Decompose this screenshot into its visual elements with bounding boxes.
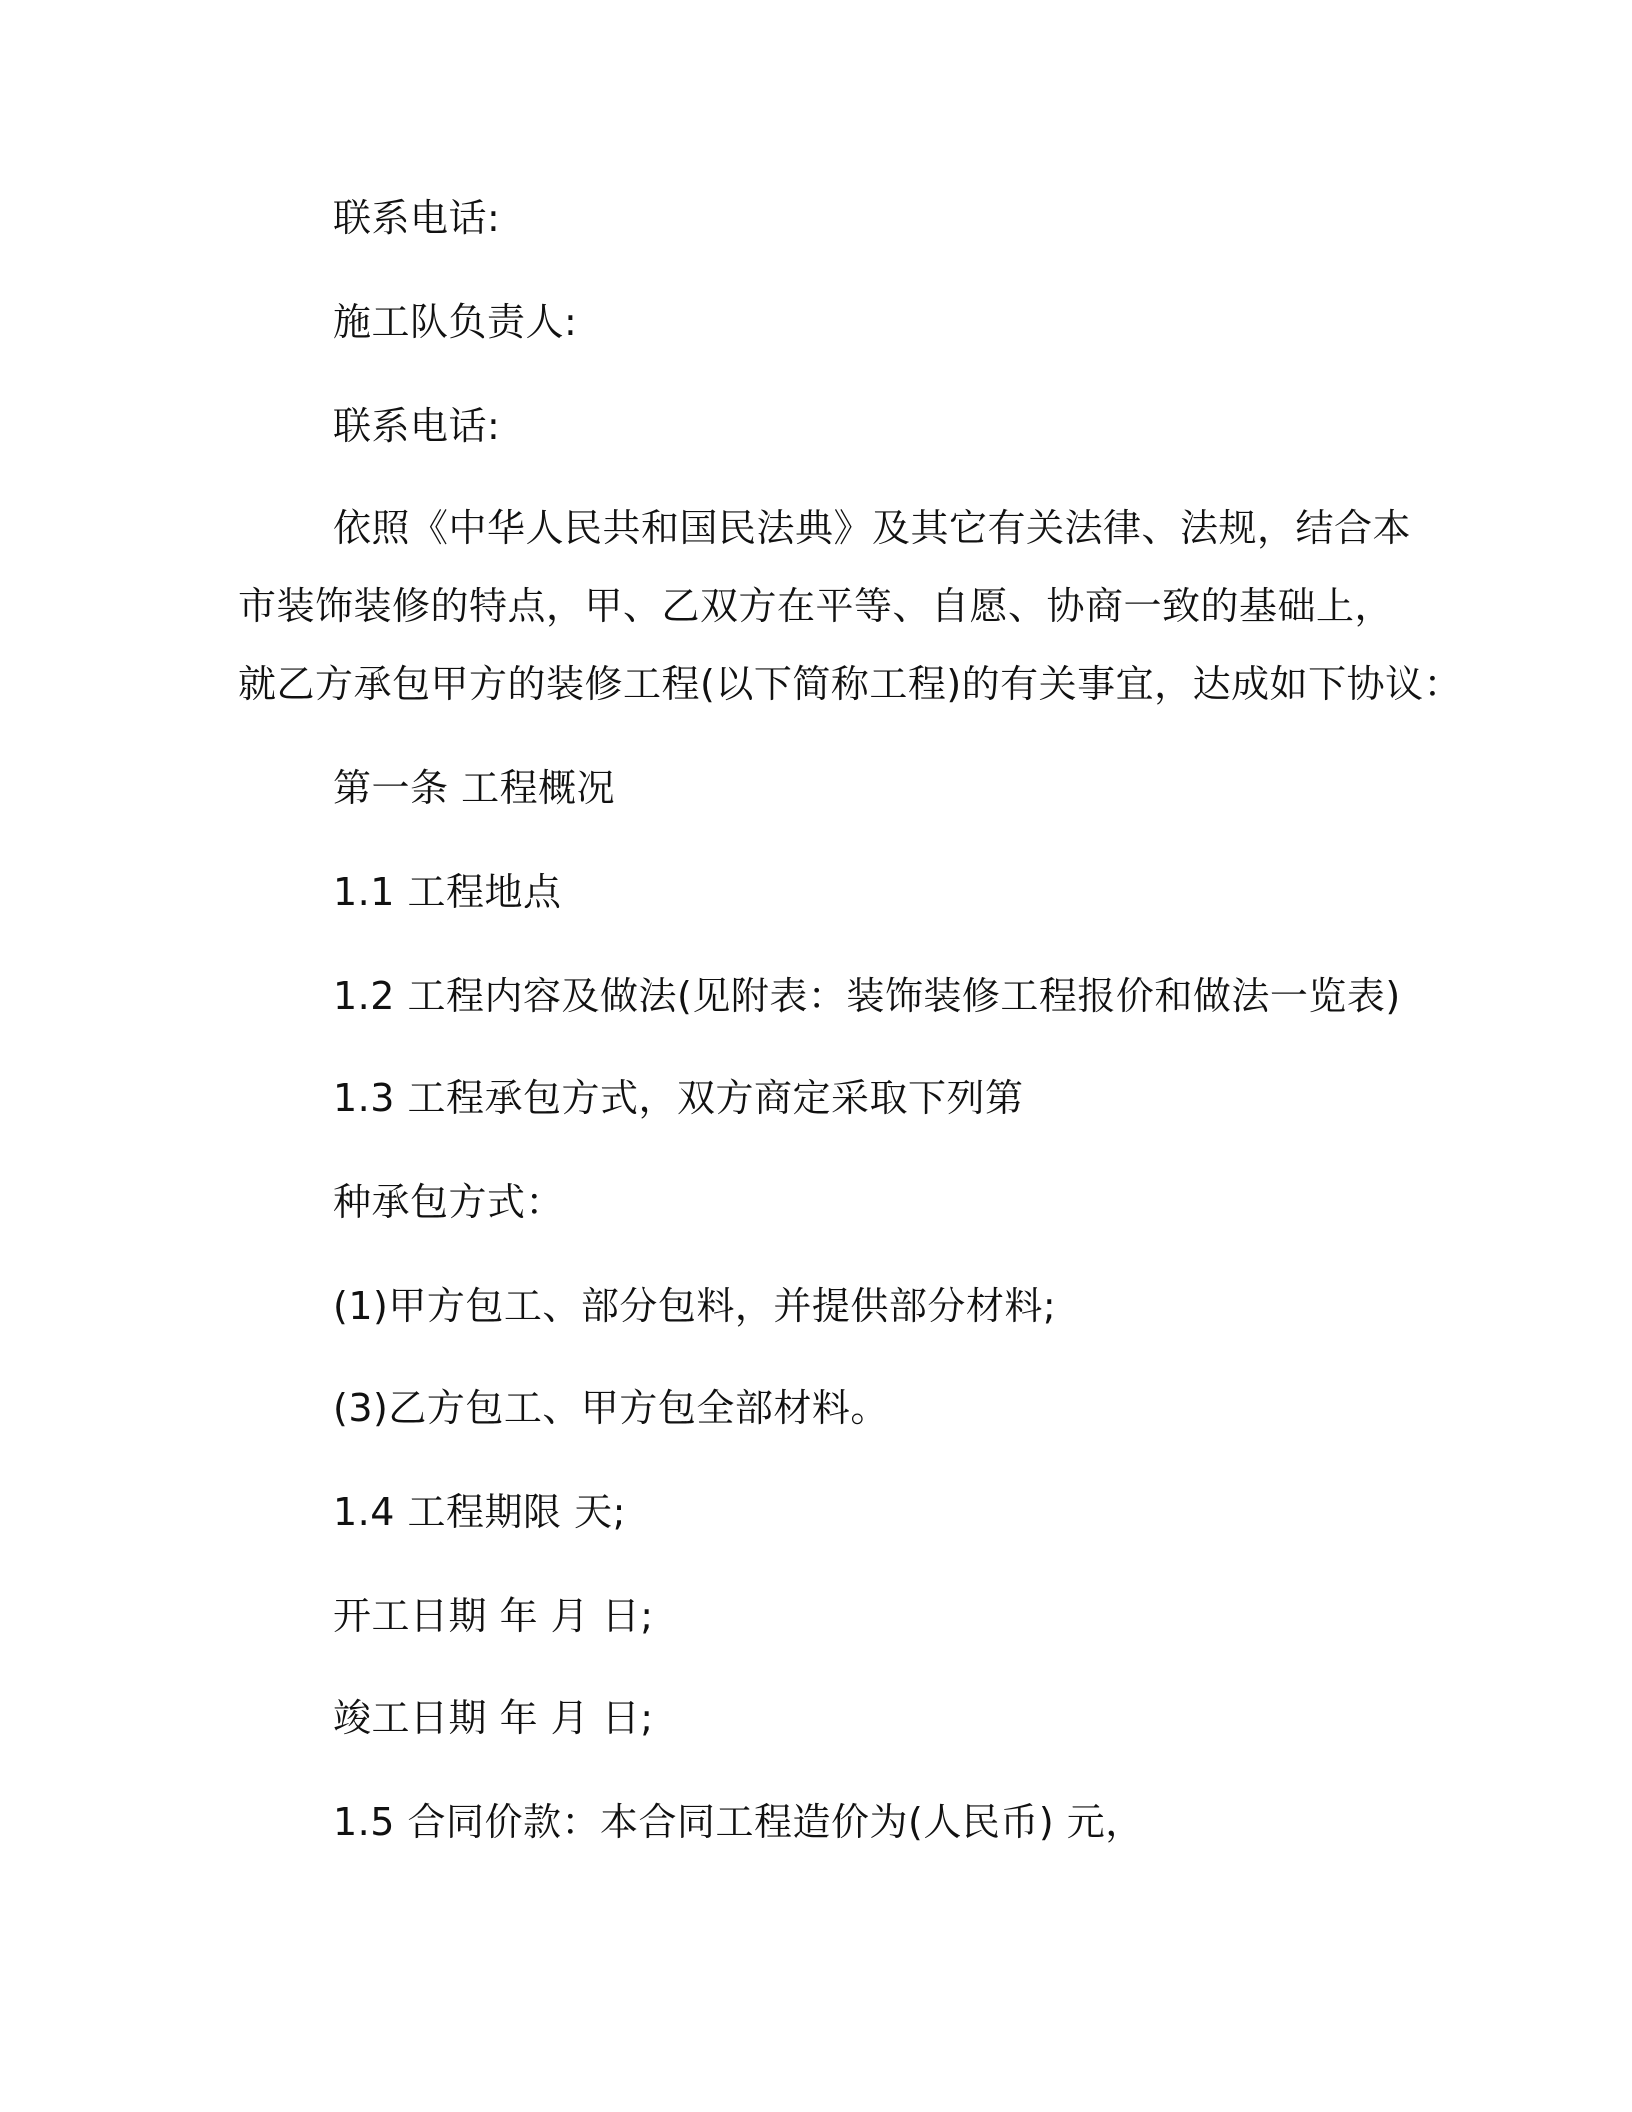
clause-1-3-cont: 种承包方式： <box>333 1180 565 1224</box>
clause-1-4: 1.4 工程期限 天; <box>333 1490 626 1534</box>
completion-date: 竣工日期 年 月 日; <box>333 1696 654 1740</box>
crew-leader: 施工队负责人: <box>333 300 578 344</box>
clause-1-5: 1.5 合同价款：本合同工程造价为(人民币) 元， <box>333 1800 1144 1844</box>
clause-1-2: 1.2 工程内容及做法(见附表：装饰装修工程报价和做法一览表) <box>333 974 1401 1018</box>
clause-1-3: 1.3 工程承包方式，双方商定采取下列第 <box>333 1076 1024 1120</box>
start-date: 开工日期 年 月 日; <box>333 1594 654 1638</box>
contact-phone-1: 联系电话: <box>333 196 501 240</box>
preamble-line-3: 就乙方承包甲方的装修工程(以下简称工程)的有关事宜，达成如下协议： <box>238 662 1463 706</box>
option-3: (3)乙方包工、甲方包全部材料。 <box>333 1386 889 1430</box>
article-1-heading: 第一条 工程概况 <box>333 766 616 810</box>
option-1: (1)甲方包工、部分包料，并提供部分材料; <box>333 1284 1057 1328</box>
preamble-line-1: 依照《中华人民共和国民法典》及其它有关法律、法规，结合本 <box>333 506 1412 550</box>
preamble-line-2: 市装饰装修的特点，甲、乙双方在平等、自愿、协商一致的基础上， <box>238 584 1394 628</box>
clause-1-1: 1.1 工程地点 <box>333 870 562 914</box>
contact-phone-2: 联系电话: <box>333 404 501 448</box>
